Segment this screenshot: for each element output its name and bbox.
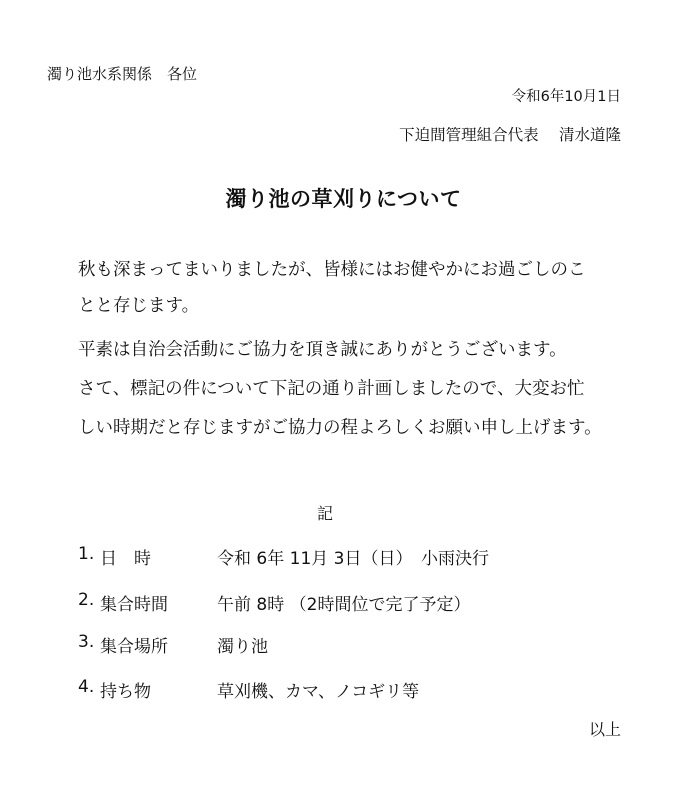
body-line: 秋も深まってまいりましたが、皆様にはお健やかにお過ごしのこ	[78, 260, 586, 280]
item-label-meeting-time: 集合時間	[100, 595, 168, 615]
ki-heading: 記	[316, 504, 333, 523]
item-number: 2.	[78, 590, 95, 610]
item-number: 1.	[78, 544, 95, 564]
closing-mark: 以上	[588, 720, 621, 739]
item-label-belongings: 持ち物	[100, 682, 151, 702]
item-number: 3.	[78, 632, 95, 652]
body-line: さて、標記の件について下記の通り計画しましたので、大変お忙	[78, 379, 585, 399]
item-value-meeting-time: 午前 8時 （2時間位で完了予定）	[217, 595, 471, 615]
body-line: とと存じます。	[78, 296, 200, 316]
document-title: 濁り池の草刈りについて	[225, 187, 462, 211]
item-value-datetime: 令和 6年 11月 3日（日） 小雨決行	[217, 549, 489, 569]
item-label-datetime: 日 時	[100, 549, 151, 569]
item-value-belongings: 草刈機、カマ、ノコギリ等	[217, 682, 420, 702]
letter-date: 令和6年10月1日	[511, 89, 621, 105]
body-line: 平素は自治会活動にご協力を頂き誠にありがとうございます。	[78, 340, 567, 360]
item-number: 4.	[78, 677, 95, 697]
body-line: しい時期だと存じますがご協力の程よろしくお願い申し上げます。	[78, 418, 602, 438]
addressee: 濁り池水系関係 各位	[47, 65, 198, 83]
item-value-meeting-place: 濁り池	[217, 637, 268, 657]
sender: 下迫間管理組合代表 清水道隆	[399, 126, 621, 144]
item-label-meeting-place: 集合場所	[100, 637, 168, 657]
